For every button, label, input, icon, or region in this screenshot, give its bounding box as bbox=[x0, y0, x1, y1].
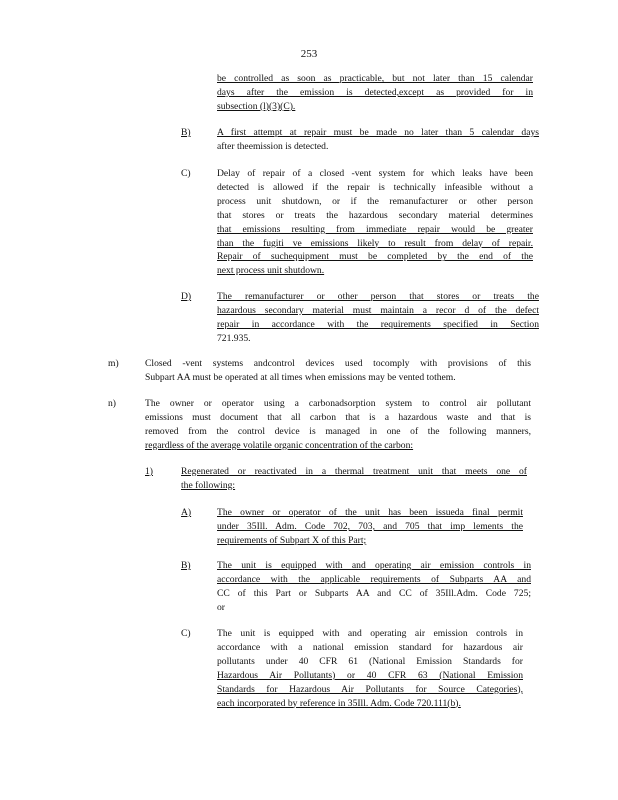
text-line: requirements of Subpart X of this Part; bbox=[217, 534, 367, 546]
text-line: removed from the control device is managed in one of the following manners, bbox=[145, 425, 531, 437]
item-c-delay-of-repair bbox=[217, 167, 533, 278]
item-d-defect-record bbox=[217, 290, 539, 346]
item-label-a: A) bbox=[181, 507, 192, 518]
text-line: The unit is equipped with and operating air emission controls in bbox=[217, 628, 523, 639]
item-a-final-permit bbox=[217, 506, 523, 548]
text-line: process unit shutdown, or if the remanufacturer or other person bbox=[217, 195, 533, 207]
text-line: The owner or operator using a carbonadsorption system to control air pollutant bbox=[145, 398, 531, 409]
text-line: repair in accordance with the requirements specified in Section bbox=[217, 318, 539, 330]
text-line: the following: bbox=[181, 479, 236, 491]
item-label-b: B) bbox=[181, 127, 191, 138]
text-line: emissions must document that all carbon that is a hazardous waste and that is bbox=[145, 411, 531, 423]
page-number: 253 bbox=[300, 48, 318, 60]
text-line: Repair of suchequipment must be completed by the end of the bbox=[217, 251, 533, 263]
text-line: or bbox=[217, 601, 225, 613]
text-line: Hazardous Air Pollutants) or 40 CFR 63 (National Emission bbox=[217, 669, 523, 681]
item-c-national-emission-standard bbox=[217, 627, 523, 710]
item-label-1: 1) bbox=[145, 466, 153, 477]
text-line: The remanufacturer or other person that stores or treats the bbox=[217, 291, 539, 302]
text-line: CC of this Part or Subparts AA and CC of 35Ill.Adm. Code 725; bbox=[217, 587, 531, 599]
continuation-paragraph bbox=[217, 72, 533, 114]
item-1-regenerated bbox=[181, 465, 527, 493]
text-line: hazardous secondary material must maintain a recor d of the defect bbox=[217, 304, 539, 316]
text-line: than the fugiti ve emissions likely to result from delay of repair. bbox=[217, 237, 533, 249]
text-line: subsection (l)(3)(C). bbox=[217, 100, 296, 112]
item-b-first-attempt bbox=[217, 126, 539, 154]
text-line: Subpart AA must be operated at all times when emissions may be vented tothem. bbox=[145, 371, 456, 383]
text-line: accordance with a national emission standard for hazardous air bbox=[217, 641, 523, 653]
text-line: detected is allowed if the repair is technically infeasible without a bbox=[217, 181, 533, 193]
text-line: be controlled as soon as practicable, but not later than 15 calendar bbox=[217, 73, 533, 84]
text-line: Regenerated or reactivated in a thermal treatment unit that meets one of bbox=[181, 466, 527, 477]
item-m-closed-vent bbox=[145, 357, 531, 385]
text-line: pollutants under 40 CFR 61 (National Emission Standards for bbox=[217, 655, 523, 667]
text-line: Delay of repair of a closed -vent system for which leaks have been bbox=[217, 168, 533, 179]
text-line: after theemission is detected. bbox=[217, 140, 329, 152]
text-line: regardless of the average volatile organic concentration of the carbon: bbox=[145, 439, 414, 451]
text-line: that emissions resulting from immediate repair would be greater bbox=[217, 223, 533, 235]
text-line: Standards for Hazardous Air Pollutants for Source Categories), bbox=[217, 683, 523, 695]
item-label-b: B) bbox=[181, 560, 191, 571]
text-line: A first attempt at repair must be made no later than 5 calendar days bbox=[217, 127, 539, 138]
text-line: accordance with the applicable requirements of Subparts AA and bbox=[217, 573, 531, 585]
item-label-c: C) bbox=[181, 168, 191, 179]
text-line: that stores or treats the hazardous secondary material determines bbox=[217, 209, 533, 221]
item-label-m: m) bbox=[108, 358, 119, 369]
text-line: 721.935. bbox=[217, 332, 251, 344]
item-label-c: C) bbox=[181, 628, 191, 639]
item-label-n: n) bbox=[108, 398, 116, 409]
text-line: each incorporated by reference in 35Ill. Adm. Code 720.111(b). bbox=[217, 697, 461, 709]
item-label-d: D) bbox=[181, 291, 192, 302]
text-line: The owner or operator of the unit has been issueda final permit bbox=[217, 507, 523, 518]
item-n-carbon-adsorption bbox=[145, 397, 531, 453]
text-line: The unit is equipped with and operating air emission controls in bbox=[217, 560, 531, 571]
item-b-air-emission-controls bbox=[217, 559, 531, 615]
text-line: next process unit shutdown. bbox=[217, 265, 325, 277]
text-line: days after the emission is detected,except as provided for in bbox=[217, 86, 533, 98]
text-line: Closed -vent systems andcontrol devices used tocomply with provisions of this bbox=[145, 358, 531, 369]
text-line: under 35Ill. Adm. Code 702, 703, and 705 that imp lements the bbox=[217, 520, 523, 532]
